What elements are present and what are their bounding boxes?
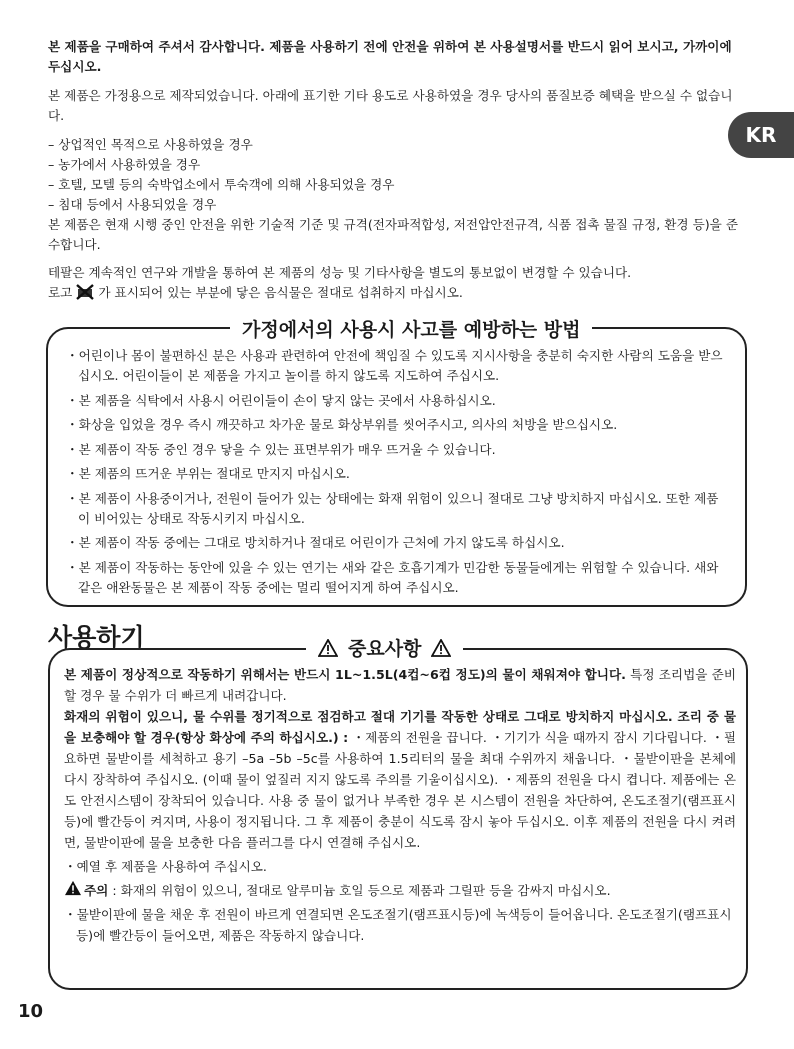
refill-instructions [64,706,736,853]
safety-list [66,346,726,602]
important-body [64,664,736,946]
water-level-rest: 특정 조리법을 준비할 경우 물 수위가 더 빠르게 내려갑니다. [64,667,736,703]
safety-item: ・본 제품이 작동 중에는 그대로 방치하거나 절대로 어린이가 근처에 가지 않도록 하십시오. [66,535,565,550]
intro-standards: 본 제품은 현재 시행 중인 안전을 위한 기술적 기준 및 규격(전자파적합성, 저전압안전규격, 식품 접촉 물질 규정, 환경 등)을 준수합니다. [48,217,739,252]
safety-item: ・본 제품이 작동 중인 경우 닿을 수 있는 표면부위가 매우 뜨거울 수 있습니다. [66,441,496,457]
logo-prefix: 로고 [48,285,73,300]
intro-logo-warning [48,283,746,306]
safety-item: ・본 제품이 작동하는 동안에 있을 수 있는 연기는 새와 같은 호흡기계가 민감한 동물들에게는 위험할 수 있습니다. 새와 같은 애완동물은 본 제품이 작동 중에는 멀리 떨어지게 하여 주십시오. [66,559,719,595]
no-food-contact-icon [76,284,94,306]
section-title-usage: 사용하기 [48,623,145,652]
intro-list-item: – 호텔, 모텔 등의 숙박업소에서 투숙객에 의해 사용되었을 경우 [48,177,395,192]
water-level-note [64,664,736,706]
safety-item: ・본 제품의 뜨거운 부위는 절대로 만지지 마십시오. [66,466,350,481]
logo-suffix: 가 표시되어 있는 부분에 닿은 음식물은 절대로 섭취하지 마십시오. [98,285,463,300]
intro-list-item: – 침대 등에서 사용되었을 경우 [48,197,217,212]
safety-item: ・본 제품을 식탁에서 사용시 어린이들이 손이 닿지 않는 곳에서 사용하십시오. [66,392,496,408]
intro-list-item: – 상업적인 목적으로 사용하였을 경우 [48,137,253,152]
caution-note [64,880,736,901]
safety-item: ・어린이나 몸이 불편하신 분은 사용과 관련하여 안전에 책임질 수 있도록 지시사항을 충분히 숙지한 사람의 도움을 받으십시오. 어린이들이 본 제품을 가지고 놀이를 하지 않도록 지도하여 주십시오. [66,348,723,383]
preheat-note: ・예열 후 제품을 사용하여 주십시오. [64,859,267,874]
safety-item: ・화상을 입었을 경우 즉시 깨끗하고 차가운 물로 화상부위를 씻어주시고, 의사의 처방을 받으십시오. [66,417,618,432]
water-level-bold: 본 제품이 정상적으로 작동하기 위해서는 반드시 1L~1.5L(4컵~6컵 정도)의 물이 채워져야 합니다. [64,667,626,682]
intro-household-use: 본 제품은 가정용으로 제작되었습니다. 아래에 표기한 기타 용도로 사용하였을 경우 당사의 품질보증 혜택을 받으실 수 없습니다. [48,88,733,123]
warning-icon [318,639,338,657]
intro-thanks: 본 제품을 구매하여 주셔서 감사합니다. 제품을 사용하기 전에 안전을 위하여 본 사용설명서를 반드시 읽어 보시고, 가까이에 두십시오. [48,39,732,74]
important-title: 중요사항 [348,638,422,660]
warning-icon [431,639,451,657]
refill-bold: 화재의 위험이 있으니, 물 수위를 정기적으로 점검하고 절대 기기를 작동한 상태로 그대로 방치하지 마십시오. 조리 중 물을 보충해야 할 경우(항상 화상에 주의 하십시오.) : [64,709,736,745]
safety-title: 가정에서의 사용시 사고를 예방하는 방법 [230,315,592,342]
intro-list-item: – 농가에서 사용하였을 경우 [48,157,201,172]
intro-section [48,37,746,306]
safety-item: ・본 제품이 사용중이거나, 전원이 들어가 있는 상태에는 화재 위험이 있으니 절대로 그냥 방치하지 마십시오. 또한 제품이 비어있는 상태로 작동시키지 마십시오. [66,490,719,526]
page-number: 10 [18,1001,44,1022]
caution-icon [64,880,84,898]
intro-changes: 테팔은 계속적인 연구와 개발을 통하여 본 제품의 성능 및 기타사항을 별도의 통보없이 변경할 수 있습니다. [48,265,632,280]
caution-label: 주의 [84,883,109,898]
refill-rest: ・제품의 전원을 끕니다. ・기기가 식을 때까지 잠시 기다립니다. ・필요하면 물받이를 세척하고 용기 –5a –5b –5c를 사용하여 1.5리터의 물을 최대 수위까지 채웁니다. ・물받이판을 본체에 다시 장착하여 주십시오. (이때 물이 엎질러 지지 않도록 주의를 기울이십시오). ・제품의 전원을 다시 켭니다. 제품에는 온도 안전시스템이 장착되어 있습니다. 사용 중 물이 없거나 부족한 경우 본 시스템이 전원을 차단하여, 온도조절기(램프표시등)에 빨간등이 켜지며, 사용이 정지됩니다. 그 후 제품이 충분이 식도록 잠시 놓아 두십시오. 이후 제품의 전원을 다시 켜려면, 물받이판에 물을 보충한 다음 플러그를 다시 연결해 주십시오. [64,730,736,850]
lamp-indicator-note: ・물받이판에 물을 채운 후 전원이 바르게 연결되면 온도조절기(램프표시등)에 녹색등이 들어옵니다. 온도조절기(램프표시등)에 빨간등이 들어오면, 제품은 작동하지 않습니다. [64,907,732,943]
caution-text: : 화재의 위험이 있으니, 절대로 알루미늄 호일 등으로 제품과 그릴판 등을 감싸지 마십시오. [108,883,611,898]
language-badge: KR [728,112,794,158]
important-title-wrap [306,634,463,661]
